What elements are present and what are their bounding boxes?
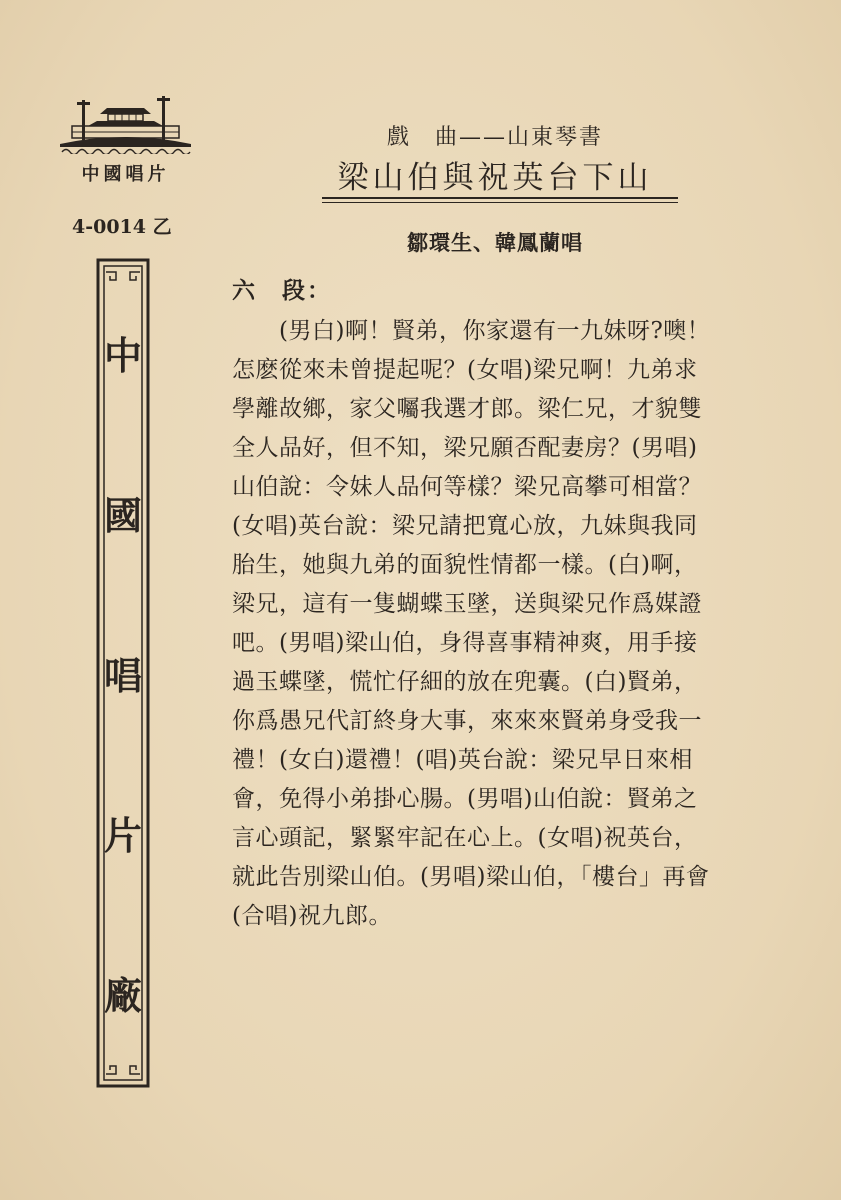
seal-char: 片 (103, 814, 142, 858)
text-line: 吧。(男唱)梁山伯，身得喜事精神爽，用手接 (232, 630, 698, 656)
text-line: (女唱)英台說：梁兄請把寬心放，九妹與我同 (232, 513, 698, 539)
text-line: 會，免得小弟掛心腸。(男唱)山伯說：賢弟之 (232, 786, 698, 812)
text-line: 你爲愚兄代訂終身大事，來來來賢弟身受我一 (232, 708, 702, 734)
text-line: 言心頭記，緊緊牢記在心上。(女唱)祝英台， (232, 825, 698, 851)
title-underline-thin (322, 202, 678, 203)
text-line: 怎麽從來未曾提起呢？(女唱)梁兄啊！九弟求 (232, 357, 698, 383)
text-line: 學離故鄉，家父囑我選才郎。梁仁兄，才貌雙 (232, 396, 702, 422)
seal-char: 唱 (103, 654, 142, 698)
performers-credit: 鄒環生、韓鳳蘭唱 (407, 230, 583, 255)
text-line: 就此告別梁山伯。(男唱)梁山伯，「樓台」再會 (232, 864, 710, 890)
vertical-seal-title (96, 276, 150, 1076)
section-heading: 六 段： (232, 277, 332, 304)
title-underline (322, 197, 678, 199)
text-line: 梁兄，這有一隻蝴蝶玉墜，送與梁兄作爲媒證 (232, 591, 702, 617)
genre-subtitle: 戲 曲——山東琴書 (386, 125, 603, 150)
page-title: 梁山伯與祝英台下山 (337, 160, 653, 196)
text-line: 胎生，她與九弟的面貌性情都一樣。(白)啊， (232, 552, 698, 578)
text-line: 山伯說：令妹人品何等樣？梁兄高攀可相當？ (232, 474, 702, 500)
seal-char: 廠 (103, 974, 142, 1018)
seal-char: 中 (103, 334, 142, 378)
text-line: 全人品好，但不知，梁兄願否配妻房？(男唱) (232, 435, 698, 461)
text-line: (男白)啊！賢弟，你家還有一九妹呀?噢！ (232, 318, 711, 344)
lyrics-text (232, 312, 732, 936)
text-line: 禮！(女白)還禮！(唱)英台說：梁兄早日來相 (232, 747, 693, 773)
logo-wordmark: 中國唱片 (81, 164, 170, 185)
text-line: 過玉蝶墜，慌忙仔細的放在兜囊。(白)賢弟， (232, 669, 698, 695)
seal-char: 國 (103, 494, 142, 538)
tiananmen-gate-icon (58, 92, 193, 154)
text-line: (合唱)祝九郎。 (232, 903, 392, 929)
catalog-number: 4-0014 乙 (72, 216, 172, 238)
label-logo (58, 92, 193, 186)
